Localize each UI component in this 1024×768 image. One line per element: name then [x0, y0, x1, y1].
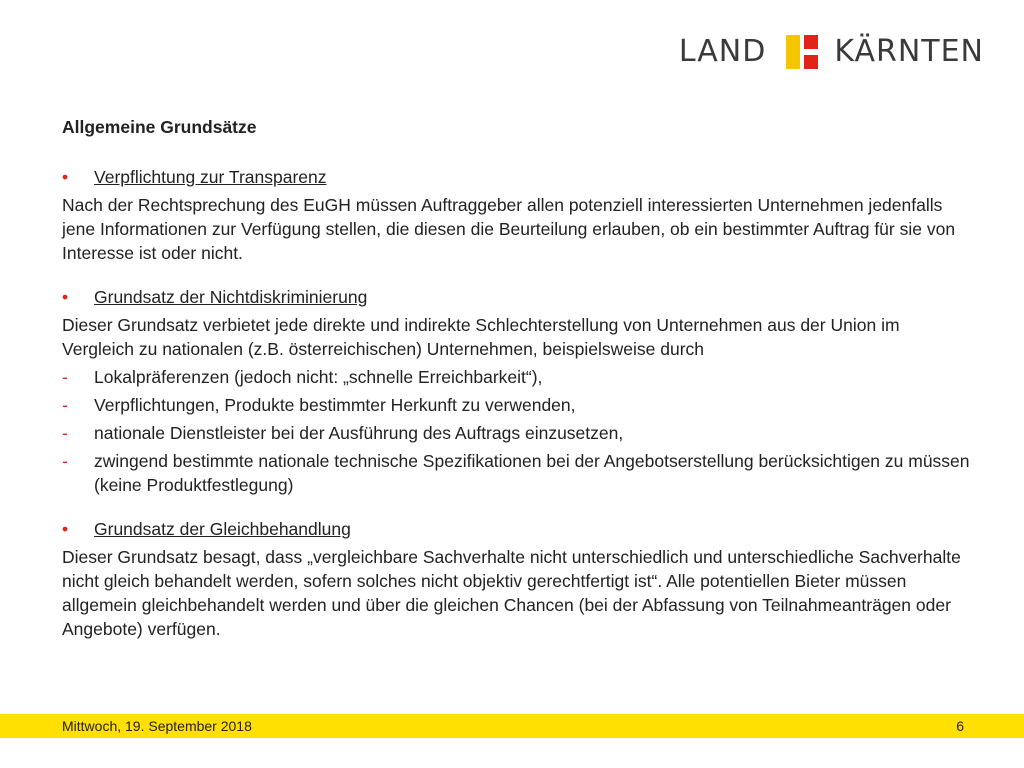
list-item-text: Verpflichtungen, Produkte bestimmter Herkunft zu verwenden, [94, 395, 576, 415]
logo [679, 34, 984, 70]
section-title: Grundsatz der Nichtdiskriminierung [94, 287, 368, 307]
section-nichtdiskriminierung [62, 285, 972, 497]
dash-icon: - [62, 367, 68, 387]
list-item [62, 449, 972, 497]
bullet [62, 517, 972, 541]
dash-icon: - [62, 423, 68, 443]
footer-bar [0, 714, 1024, 738]
list-item [62, 365, 972, 389]
list-item [62, 393, 972, 417]
carinthia-flag-icon [786, 35, 820, 69]
bullet-icon: • [62, 167, 69, 187]
slide-heading: Allgemeine Grundsätze [62, 117, 257, 137]
bullet [62, 165, 972, 189]
section-paragraph: Dieser Grundsatz besagt, dass „vergleichbare Sachverhalte nicht unterschiedlich und unterschiedliche Sachverhalte nicht gleich behandelt werden, sofern solches nicht objektiv gerechtfertigt ist“. Alle potentiellen Bieter müssen allgemein gleichbehandelt werden und über die gleichen Chancen (bei der Abfassung von Teilnahmeanträgen oder Angebote) verfügen. [62, 547, 961, 639]
section-transparenz [62, 165, 972, 265]
list-item [62, 421, 972, 445]
dash-icon: - [62, 395, 68, 415]
bullet-icon: • [62, 519, 69, 539]
logo-text-kaernten: KÄRNTEN [834, 34, 984, 69]
list-item-text: zwingend bestimmte nationale technische Spezifikationen bei der Angebotserstellung berücksichtigen zu müssen (keine Produktfestlegung) [94, 451, 970, 495]
bullet [62, 285, 972, 309]
slide-content [62, 115, 972, 661]
bullet-icon: • [62, 287, 69, 307]
flag-yellow-bar [786, 35, 800, 69]
section-title: Verpflichtung zur Transparenz [94, 167, 327, 187]
flag-red-square-top [804, 35, 818, 49]
footer-date: Mittwoch, 19. September 2018 [62, 718, 252, 734]
flag-red-square-bottom [804, 55, 818, 69]
dash-icon: - [62, 451, 68, 471]
section-gleichbehandlung [62, 517, 972, 641]
list-item-text: Lokalpräferenzen (jedoch nicht: „schnelle Erreichbarkeit“), [94, 367, 543, 387]
list-item-text: nationale Dienstleister bei der Ausführung des Auftrags einzusetzen, [94, 423, 624, 443]
section-paragraph: Nach der Rechtsprechung des EuGH müssen Auftraggeber allen potenziell interessierten Unternehmen jedenfalls jene Informationen zur Verfügung stellen, die diesen die Beurteilung erlauben, ob ein bestimmter Auftrag für sie von Interesse ist oder nicht. [62, 195, 956, 263]
logo-text-land: LAND [678, 34, 767, 69]
section-title: Grundsatz der Gleichbehandlung [94, 519, 351, 539]
page-number: 6 [956, 718, 964, 734]
section-paragraph: Dieser Grundsatz verbietet jede direkte und indirekte Schlechterstellung von Unternehmen aus der Union im Vergleich zu nationalen (z.B. österreichischen) Unternehmen, beispielsweise durch [62, 315, 900, 359]
